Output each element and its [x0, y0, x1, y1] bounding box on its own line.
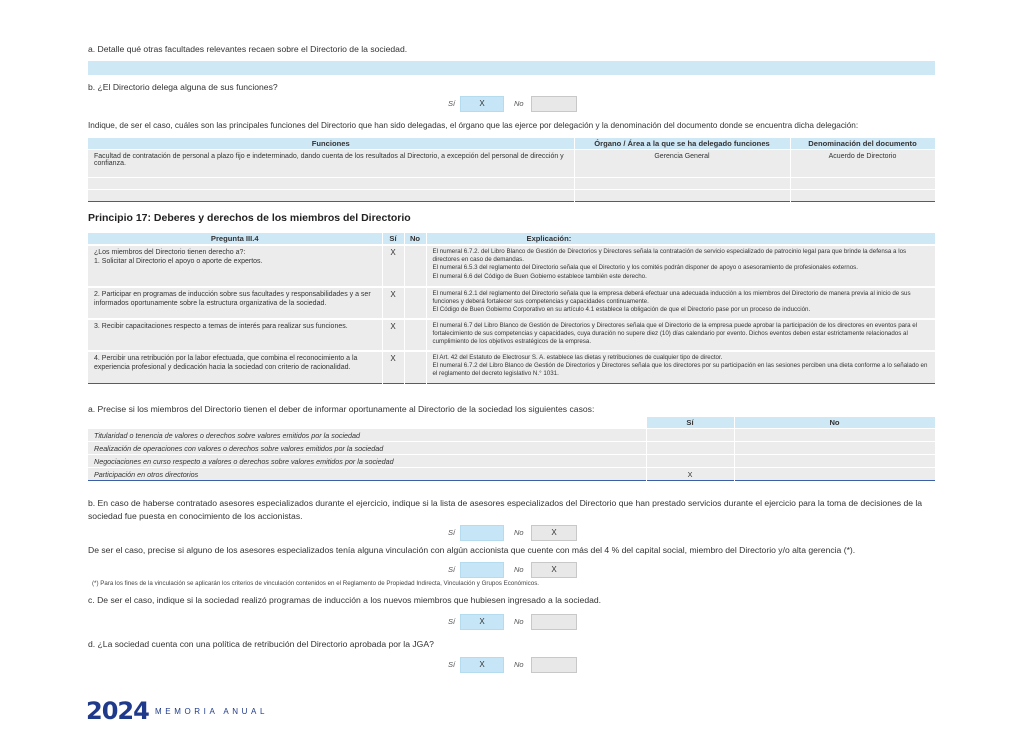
question-a: a. Detalle qué otras facultades relevantes recaen sobre el Directorio de la sociedad.	[88, 44, 408, 54]
si-checkbox-vinculacion[interactable]	[460, 562, 504, 578]
col-header-si: Sí	[646, 417, 734, 429]
table-cell: Realización de operaciones con valores o derechos sobre valores emitidos por la sociedad	[88, 442, 646, 455]
table-cell	[88, 190, 574, 202]
col-header-blank	[88, 417, 646, 429]
si-checkbox-d[interactable]: X	[460, 657, 504, 673]
table-cell	[404, 319, 426, 351]
question-c: c. De ser el caso, indique si la sociedad realizó programas de inducción a los nuevos miembros que hubiesen ingresado a la sociedad.	[88, 595, 602, 605]
col-header-pregunta: Pregunta III.4	[88, 233, 382, 245]
table-cell: 2. Participar en programas de inducción sobre sus facultades y responsabilidades y a ser informados oportunamente sobre la estructura organizativa de la sociedad.	[88, 287, 382, 319]
table-cell	[574, 190, 790, 202]
table-cell: Negociaciones en curso respecto a valores o derechos sobre valores emitidos por la sociedad	[88, 455, 646, 468]
table-cell: Acuerdo de Directorio	[790, 150, 935, 178]
answer-field-a[interactable]	[88, 61, 935, 75]
si-label: Sí	[448, 99, 456, 108]
table-cell[interactable]	[734, 455, 935, 468]
table-cell	[404, 287, 426, 319]
si-checkbox-b2[interactable]	[460, 525, 504, 541]
si-checkbox-b[interactable]: X	[460, 96, 504, 112]
table-cell	[790, 190, 935, 202]
table-cell: Titularidad o tenencia de valores o derechos sobre valores emitidos por la sociedad	[88, 429, 646, 442]
table-cell: El numeral 6.7 del Libro Blanco de Gestión de Directorios y Directores señala que el Directorio de la empresa puede aprobar la participación de los directores en eventos para el fortalecimiento de sus competencias y capacidades, cuya duración no supere diez (10) días calendario por evento. Dichos eventos deben estar estrictamente relacionados al cumplimiento de los objetivos estratégicos de la empresa.	[426, 319, 935, 351]
table-cell[interactable]	[646, 455, 734, 468]
no-checkbox-d[interactable]	[531, 657, 577, 673]
table-cell	[88, 178, 574, 190]
no-label: No	[514, 565, 524, 574]
principio-table	[88, 233, 936, 384]
no-checkbox-c[interactable]	[531, 614, 577, 630]
col-header-funciones: Funciones	[88, 138, 574, 150]
question-d: d. ¿La sociedad cuenta con una política de retribución del Directorio aprobada por la JGA?	[88, 639, 434, 649]
col-header-organo: Órgano / Área a la que se ha delegado funciones	[574, 138, 790, 150]
no-label: No	[514, 660, 524, 669]
question-a2: a. Precise si los miembros del Directorio tienen el deber de informar oportunamente al Directorio de la sociedad los siguientes casos:	[88, 404, 595, 414]
table-cell[interactable]	[646, 429, 734, 442]
no-checkbox-b2[interactable]: X	[531, 525, 577, 541]
col-header-denominacion: Denominación del documento	[790, 138, 935, 150]
no-label: No	[514, 617, 524, 626]
question-vinculacion: De ser el caso, precise si alguno de los asesores especializados tenía alguna vinculación con algún accionista que cuente con más del 4 % del capital social, miembro del Directorio y/o alta gerencia (*).	[88, 545, 856, 555]
table-cell[interactable]	[734, 442, 935, 455]
table-cell	[404, 351, 426, 383]
col-header-explicacion: Explicación:	[426, 233, 935, 245]
table-cell: Participación en otros directorios	[88, 468, 646, 481]
footer-title: MEMORIA ANUAL	[155, 707, 269, 716]
si-label: Sí	[448, 565, 456, 574]
question-b2: b. En caso de haberse contratado asesores especializados durante el ejercicio, indique si la lista de asesores especializados del Directorio que han prestado servicios durante el ejercicio para la toma de decisiones de la sociedad fue puesta en conocimiento de los accionistas.	[88, 498, 923, 521]
table-cell	[790, 178, 935, 190]
table-cell[interactable]	[646, 442, 734, 455]
table-cell	[574, 178, 790, 190]
no-checkbox-vinculacion[interactable]: X	[531, 562, 577, 578]
no-checkbox-b[interactable]	[531, 96, 577, 112]
table-cell: ¿Los miembros del Directorio tienen derecho a?: 1. Solicitar al Directorio el apoyo o aporte de expertos.	[88, 245, 382, 287]
si-label: Sí	[448, 528, 456, 537]
question-b: b. ¿El Directorio delega alguna de sus funciones?	[88, 82, 278, 92]
footnote: (*) Para los fines de la vinculación se aplicarán los criterios de vinculación contenidos en el Reglamento de Propiedad Indirecta, Vinculación y Grupos Económicos.	[92, 580, 540, 587]
indique-text: Indique, de ser el caso, cuáles son las principales funciones del Directorio que han sido delegadas, el órgano que las ejerce por delegación y la denominación del documento donde se encuentra dicha delegación:	[88, 121, 859, 130]
table-cell: Facultad de contratación de personal a plazo fijo e indeterminado, dando cuenta de los resultados al Directorio, a excepción del personal de dirección y confianza.	[88, 150, 574, 178]
col-header-no: No	[734, 417, 935, 429]
si-label: Sí	[448, 617, 456, 626]
si-checkbox-c[interactable]: X	[460, 614, 504, 630]
table-cell: El numeral 6.7.2. del Libro Blanco de Gestión de Directorios y Directores señala la contratación de servicio especializado de patrocinio legal para que brinde la defensa a los directores en caso de demandas. El numeral 6.5.3 del reglamento del Directorio señala que el Directorio y los comités podrán disponer de apoyo o asesoramiento de profesionales externos. El numeral 6.6 del Código de Buen Gobierno establece también este derecho.	[426, 245, 935, 287]
table-cell: Gerencia General	[574, 150, 790, 178]
principio-heading: Principio 17: Deberes y derechos de los miembros del Directorio	[88, 212, 411, 224]
no-label: No	[514, 528, 524, 537]
table-cell: El Art. 42 del Estatuto de Electrosur S. A. establece las dietas y retribuciones de cualquier tipo de director. El numeral 6.7.2 del Libro Blanco de Gestión de Directorios y Directores señala que los directores por su participación en las sesiones perciben una dieta conforme a lo señalado en el reglamento del decreto legislativo N.° 1031.	[426, 351, 935, 383]
table-cell: X	[382, 287, 404, 319]
informar-table	[88, 417, 936, 481]
si-label: Sí	[448, 660, 456, 669]
col-header-si: Sí	[382, 233, 404, 245]
table-cell: 4. Percibir una retribución por la labor efectuada, que combina el reconocimiento a la experiencia profesional y dedicación hacia la sociedad con criterio de racionalidad.	[88, 351, 382, 383]
table-cell: X	[382, 351, 404, 383]
table-cell: 3. Recibir capacitaciones respecto a temas de interés para realizar sus funciones.	[88, 319, 382, 351]
delegation-table	[88, 138, 936, 202]
year-logo: 2024	[86, 697, 149, 725]
table-cell[interactable]	[734, 429, 935, 442]
no-label: No	[514, 99, 524, 108]
table-cell[interactable]	[734, 468, 935, 481]
table-cell: X	[382, 319, 404, 351]
table-cell[interactable]: X	[646, 468, 734, 481]
table-cell	[404, 245, 426, 287]
table-cell: X	[382, 245, 404, 287]
table-cell: El numeral 6.2.1 del reglamento del Directorio señala que la empresa deberá efectuar una adecuada inducción a los miembros del Directorio de manera previa al inicio de sus funciones y deberá fortalecer sus competencias y capacidades continuamente. El Código de Buen Gobierno Corporativo en su artículo 4.1 establece la obligación de que el Directorio pase por un proceso de inducción.	[426, 287, 935, 319]
col-header-no: No	[404, 233, 426, 245]
